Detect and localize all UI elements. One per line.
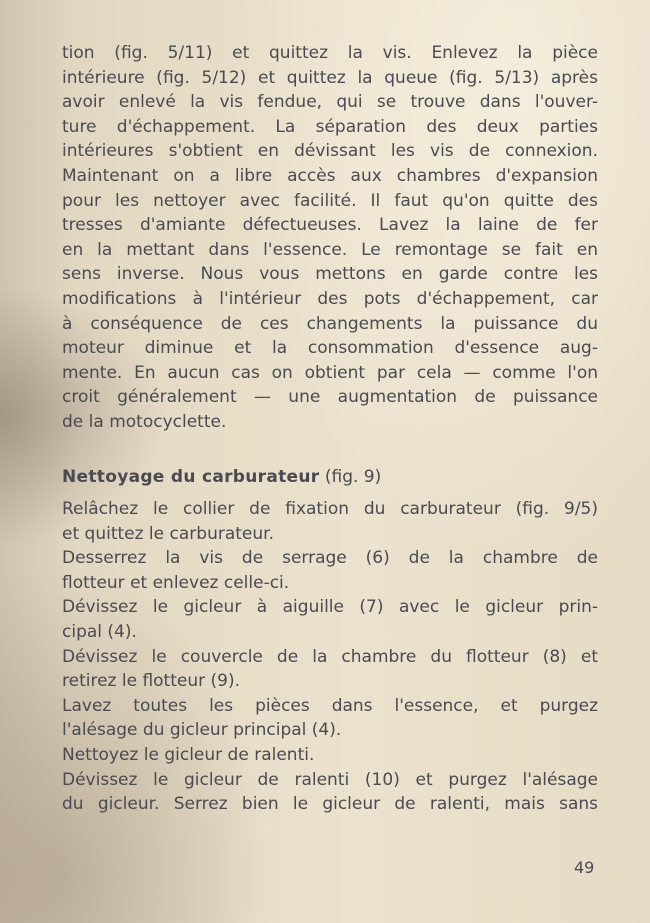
text-line: Maintenant on a libre accès aux chambres d'expansion (62, 165, 598, 186)
text-line: Relâchez le collier de fixation du carburateur (fig. 9/5) (62, 499, 598, 519)
text-line: et quittez le carburateur. (62, 523, 274, 544)
text-line: mente. En aucun cas on obtient par cela — comme l'on (62, 362, 598, 383)
text-line: cipal (4). (62, 621, 137, 642)
text-line: Dévissez le gicleur de ralenti (10) et purgez l'alésage (62, 769, 598, 790)
text-line: flotteur et enlevez celle-ci. (62, 572, 290, 593)
text-line: tion (fig. 5/11) et quittez la vis. Enlevez la pièce (62, 43, 598, 63)
section-figure-ref: (fig. 9) (324, 467, 382, 487)
text-line: Dévissez le gicleur à aiguille (7) avec le gicleur prin- (62, 597, 598, 618)
text-line: à conséquence de ces changements la puissance du (62, 313, 598, 334)
page-number: 49 (574, 858, 595, 877)
paragraph-exhaust-cleaning (62, 41, 598, 435)
text-line: en la mettant dans l'essence. Le remontage se fait en (62, 239, 598, 260)
text-line: intérieures s'obtient en dévissant les vis de connexion. (62, 141, 598, 162)
text-line: pour les nettoyer avec facilité. Il faut qu'on quitte des (62, 190, 598, 211)
text-line: modifications à l'intérieur des pots d'échappement, car (62, 288, 598, 309)
text-line: ture d'échappement. La séparation des deux parties (62, 116, 598, 137)
text-line: Dévissez le couvercle de la chambre du flotteur (8) et (62, 646, 598, 667)
text-line: croit généralement — une augmentation de puissance (62, 387, 598, 408)
text-line: du gicleur. Serrez bien le gicleur de ralenti, mais sans (62, 794, 598, 815)
section-heading (62, 465, 381, 489)
text-line: retirez le flotteur (9). (62, 671, 241, 692)
text-line: de la motocyclette. (62, 411, 227, 432)
text-line: intérieure (fig. 5/12) et quittez la queue (fig. 5/13) après (62, 67, 598, 88)
text-line: moteur diminue et la consommation d'essence aug- (62, 338, 598, 359)
text-line: tresses d'amiante défectueuses. Lavez la laine de fer (62, 215, 598, 236)
text-line: l'alésage du gicleur principal (4). (62, 720, 342, 741)
text-line: Lavez toutes les pièces dans l'essence, et purgez (62, 695, 598, 716)
text-line: Nettoyez le gicleur de ralenti. (62, 744, 315, 765)
text-line: Desserrez la vis de serrage (6) de la chambre de (62, 548, 598, 569)
text-line: sens inverse. Nous vous mettons en garde contre les (62, 264, 598, 285)
paragraph-carburetor-cleaning (62, 497, 598, 817)
text-line: avoir enlevé la vis fendue, qui se trouve dans l'ouver- (62, 92, 598, 113)
section-title: Nettoyage du carburateur (62, 467, 320, 487)
